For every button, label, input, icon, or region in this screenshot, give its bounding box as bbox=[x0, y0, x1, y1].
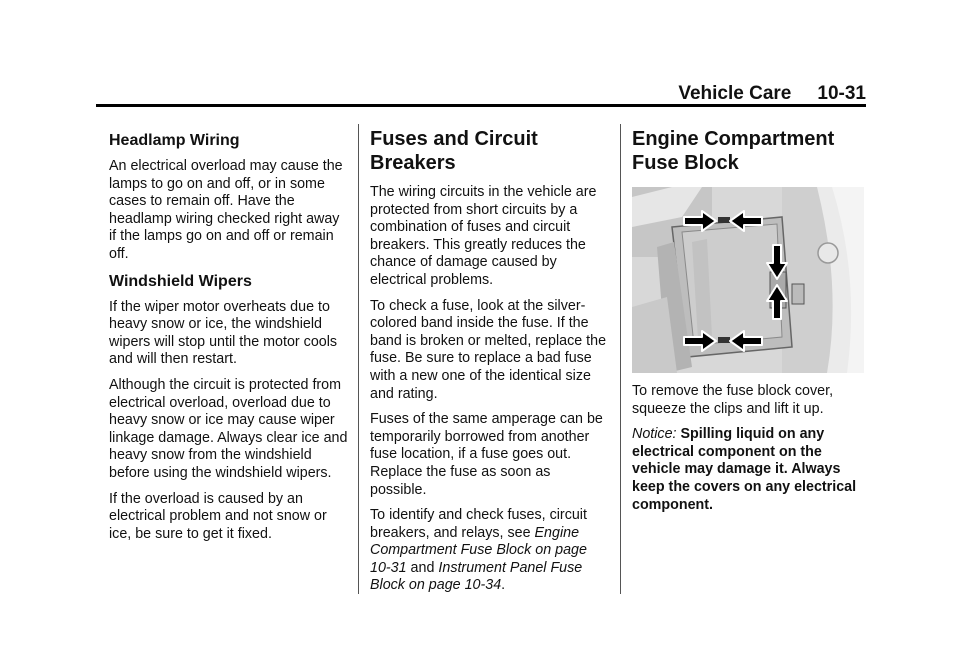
heading-fuses-circuit-breakers: Fuses and Circuit Breakers bbox=[370, 128, 538, 174]
header-page-number: 10-31 bbox=[817, 83, 866, 104]
column-3 bbox=[632, 125, 872, 522]
paragraph-wipers-3: If the overload is caused by an electrical problem and not snow or ice, be sure to get it fixed. bbox=[109, 490, 327, 542]
notice-label: Notice: bbox=[632, 426, 677, 443]
notice bbox=[632, 426, 872, 514]
fuses-4-end: . bbox=[501, 577, 506, 594]
running-header bbox=[678, 83, 866, 105]
column-divider-1 bbox=[358, 124, 359, 594]
paragraph-wipers-1: If the wiper motor overheats due to heavy snow or ice, the windshield wipers will stop until the motor cools and will then restart. bbox=[109, 298, 338, 368]
paragraph-fuses-2: To check a fuse, look at the silver-colored band inside the fuse. If the band is broken or melted, replace the fuse. Be sure to replace a bad fuse with a new one of the identical size and rating. bbox=[370, 297, 607, 402]
paragraph-fuses-3: Fuses of the same amperage can be temporarily borrowed from another fuse location, if a fuse goes out. Replace the fuse as soon as possible. bbox=[370, 411, 603, 498]
paragraph-fuses-1: The wiring circuits in the vehicle are protected from short circuits by a combination of fuses and circuit breakers. This greatly reduces the chance of damage caused by electrical problems. bbox=[370, 184, 597, 288]
column-1 bbox=[109, 125, 349, 551]
column-2 bbox=[370, 125, 610, 603]
paragraph-remove-cover: To remove the fuse block cover, squeeze the clips and lift it up. bbox=[632, 383, 834, 417]
header-section: Vehicle Care bbox=[678, 83, 792, 104]
fuses-4-and: and bbox=[406, 559, 439, 576]
engine-compartment-fuse-block-photo bbox=[632, 187, 864, 373]
heading-engine-compartment-fuse-block: Engine Compartment Fuse Block bbox=[632, 128, 835, 174]
link-engine-fuse-block[interactable]: Engine Compartment Fuse Block on page 10-31 bbox=[370, 524, 587, 576]
column-divider-2 bbox=[620, 124, 621, 594]
notice-text: Spilling liquid on any electrical component on the vehicle may damage it. Always keep the covers on any electrical component. bbox=[632, 426, 857, 513]
heading-headlamp-wiring: Headlamp Wiring bbox=[109, 132, 240, 149]
paragraph-fuses-4 bbox=[370, 507, 610, 595]
link-instrument-panel-fuse-block[interactable]: Instrument Panel Fuse Block on page 10-34 bbox=[370, 559, 583, 594]
paragraph-headlamp: An electrical overload may cause the lamps to go on and off, or in some cases to remain off. Have the headlamp wiring checked right away if the lamps go on and off or remain off. bbox=[109, 158, 343, 262]
heading-windshield-wipers: Windshield Wipers bbox=[109, 272, 252, 290]
header-rule bbox=[96, 104, 866, 107]
fuses-4-lead: To identify and check fuses, circuit breakers, and relays, see bbox=[370, 507, 587, 541]
paragraph-wipers-2: Although the circuit is protected from electrical overload, overload due to heavy snow or ice may cause wiper linkage damage. Always clear ice and heavy snow from the windshield before using the windshield wipers. bbox=[109, 376, 348, 481]
